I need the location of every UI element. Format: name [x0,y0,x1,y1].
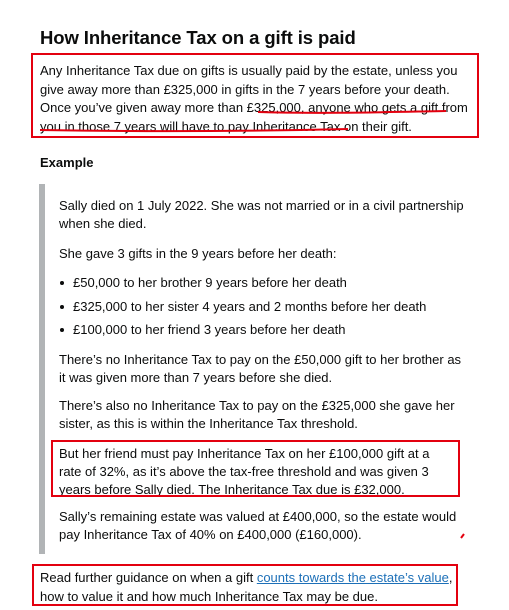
list-item [59,274,426,292]
list-item-text: £50,000 to her brother 9 years before her death [73,275,347,290]
inset-bar [39,184,45,554]
intro-highlight-text: anyone who gets a gift from you in those 7 years will have to pay Inheritance Tax on their gift. [40,100,468,134]
annotation-box-footer [32,564,458,606]
bullet-icon [60,328,64,332]
bullet-icon [60,305,64,309]
example-paragraph-3: There’s no Inheritance Tax to pay on the £50,000 gift to her brother as it was given more than 7 years before she died. [59,352,462,385]
example-paragraph-2: She gave 3 gifts in the 9 years before her death: [59,246,337,261]
estate-value-link[interactable]: counts towards the estate’s value [256,570,449,585]
annotation-box-friend [51,440,460,497]
example-paragraph-5: But her friend must pay Inheritance Tax on her £100,000 gift at a rate of 32%, as it’s above the tax-free threshold and was given 3 years before Sally died. The Inheritance Tax due is £32,000. [59,446,430,497]
footer-text-after: , how to value it and how much Inheritance Tax may be due. [40,570,453,604]
list-item-text: £100,000 to her friend 3 years before her death [73,322,346,337]
example-paragraph-4: There’s also no Inheritance Tax to pay on the £325,000 she gave her sister, as this is within the Inheritance Tax threshold. [59,398,455,431]
footer-text-before: Read further guidance on when a gift [40,570,257,585]
list-item [59,298,426,316]
annotation-box-intro [31,53,479,138]
example-paragraph-6: Sally’s remaining estate was valued at £400,000, so the estate would pay Inheritance Tax of 40% on £400,000 (£160,000). [59,509,457,542]
bullet-icon [60,281,64,285]
list-item [59,321,426,339]
example-label: Example [40,155,94,170]
example-paragraph-1: Sally died on 1 July 2022. She was not married or in a civil partnership when she died. [59,198,464,231]
intro-text: Any Inheritance Tax due on gifts is usually paid by the estate, unless you give away more than £325,000 in gifts in the 7 years before your death. Once you’ve given away more than £325,000, [40,63,458,115]
gift-list [59,274,426,345]
list-item-text: £325,000 to her sister 4 years and 2 months before her death [73,298,427,314]
page-title: How Inheritance Tax on a gift is paid [40,27,356,48]
